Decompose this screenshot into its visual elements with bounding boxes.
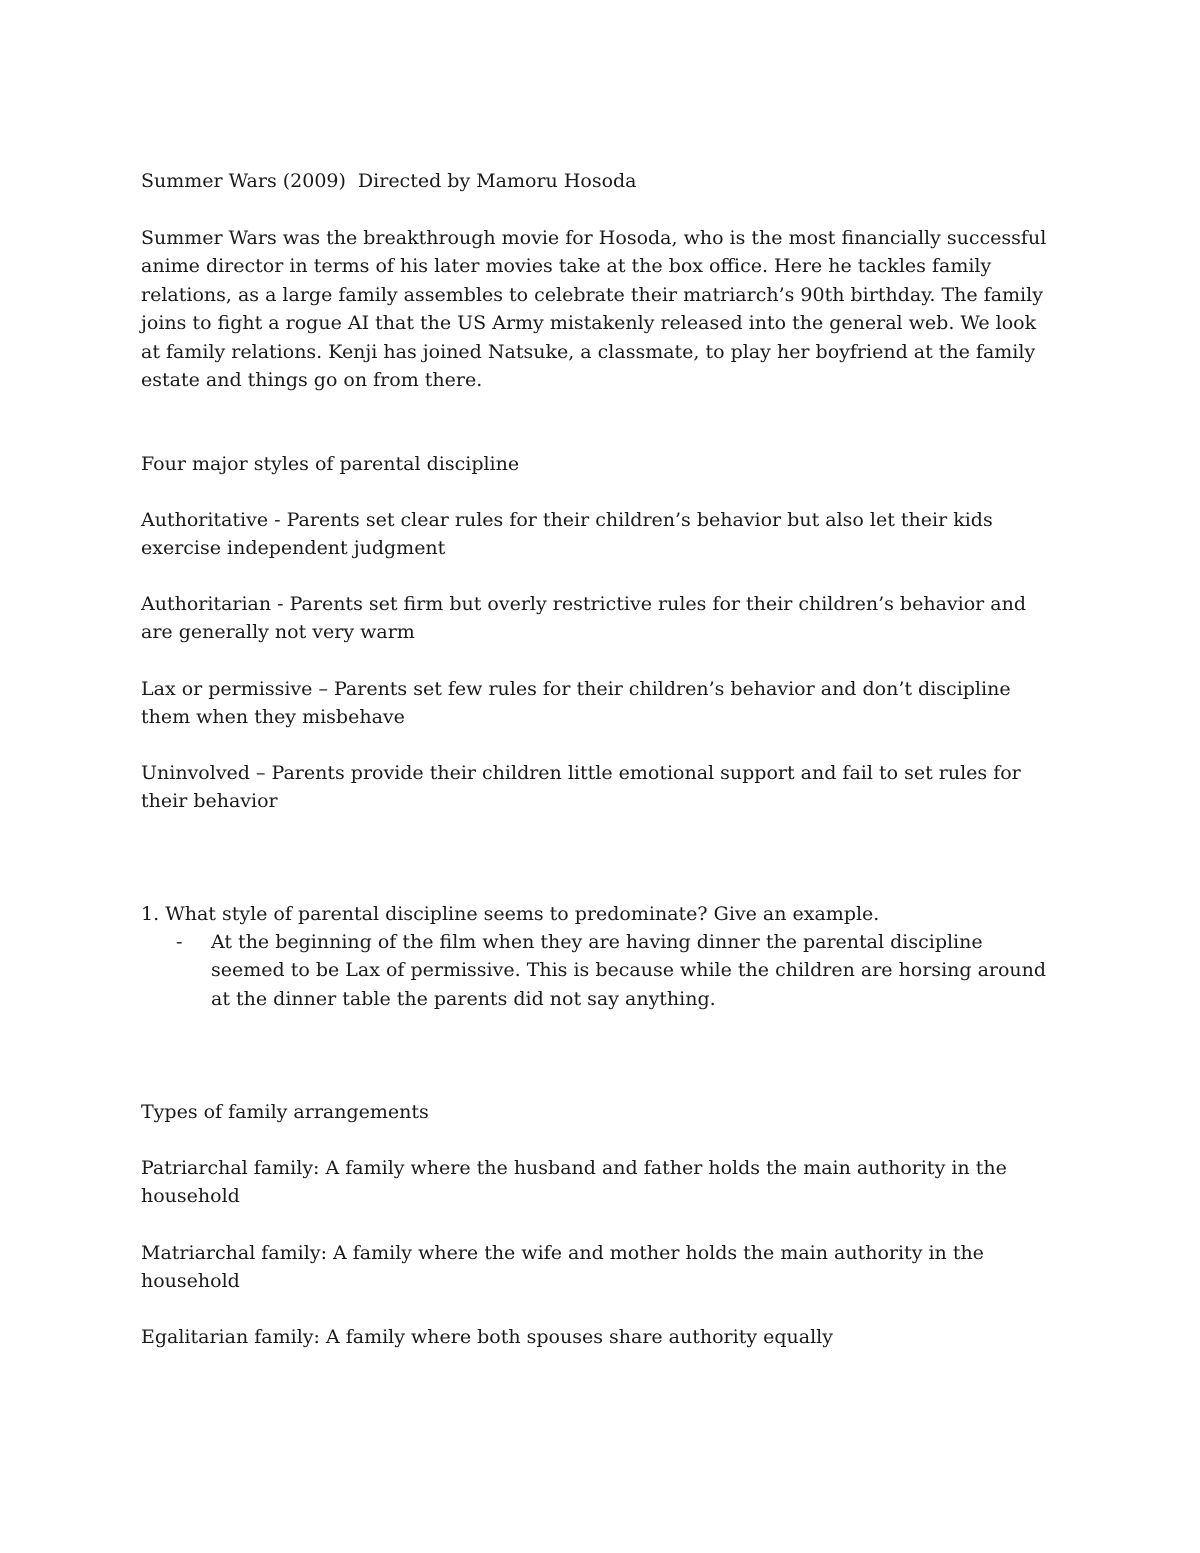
discipline-heading: Four major styles of parental discipline [141,453,520,475]
discipline-style-permissive: Lax or permissive – Parents set few rules for their children’s behavior and don’t discipline them when they misbehave [141,678,1011,729]
discipline-style-uninvolved: Uninvolved – Parents provide their children little emotional support and fail to set rules for their behavior [141,762,1021,813]
answer-bullet: - [176,931,183,953]
document-title: Summer Wars (2009) [141,170,346,192]
question-item [141,900,1061,928]
document-title-line [141,167,1061,195]
question-number: 1. [141,903,160,925]
question-text: What style of parental discipline seems to predominate? Give an example. [165,903,880,925]
family-type-matriarchal: Matriarchal family: A family where the wife and mother holds the main authority in the household [141,1242,984,1293]
intro-paragraph: Summer Wars was the breakthrough movie for Hosoda, who is the most financially successful anime director in terms of his later movies take at the box office. Here he tackles family relations, as a large family assembles to celebrate their matriarch’s 90th birthday. The family joins to fight a rogue AI that the US Army mistakenly released into the general web. We look at family relations. Kenji has joined Natsuke, a classmate, to play her boyfriend at the family estate and things go on from there. [141,227,1047,392]
document-director: Directed by Mamoru Hosoda [357,170,637,192]
family-type-patriarchal: Patriarchal family: A family where the husband and father holds the main authority in the household [141,1157,1007,1208]
answer-text: At the beginning of the film when they are having dinner the parental discipline seemed to be Lax of permissive. This is because while the children are horsing around at the dinner table the parents did not say anything. [211,931,1047,1010]
discipline-style-authoritative: Authoritative - Parents set clear rules for their children’s behavior but also let their kids exercise independent judgment [141,509,993,560]
family-type-egalitarian: Egalitarian family: A family where both spouses share authority equally [141,1326,833,1348]
answer-item [176,928,1056,1013]
discipline-style-authoritarian: Authoritarian - Parents set firm but overly restrictive rules for their children’s behavior and are generally not very warm [141,593,1027,644]
family-heading: Types of family arrangements [141,1101,429,1123]
